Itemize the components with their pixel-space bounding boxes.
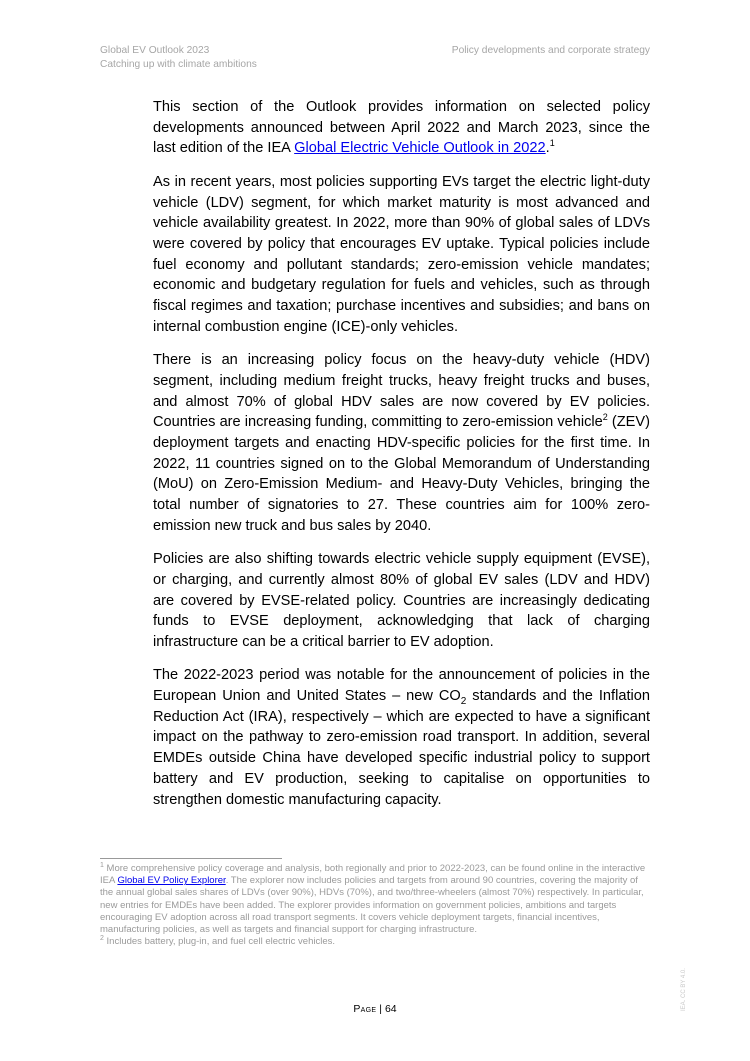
paragraph-4: Policies are also shifting towards electric vehicle supply equipment (EVSE), or charging, and currently almost 80% of global EV sales (LDV and HDV) are covered by EVSE-related policy. Countries are increasingly dedicating funds to EVSE deployment, acknowledging that lack of charging infrastructure can be a critical barrier to EV adoption. (153, 551, 650, 650)
footnote-1-number: 1 (100, 861, 104, 869)
license-mark: IEA. CC BY 4.0. (681, 968, 687, 1011)
paragraph-3-text: There is an increasing policy focus on the heavy-duty vehicle (HDV) segment, including medium freight trucks, heavy freight trucks and buses, and almost 70% of global HDV sales are now covered by EV policies. Countries are increasing funding, committing to zero-emission vehicle (153, 352, 650, 431)
paragraph-1 (153, 97, 650, 159)
footnote-ref-1[interactable]: 1 (549, 138, 555, 149)
paragraph-1-text: This section of the Outlook provides information on selected policy developments announced between April 2022 and March 2023, since the last edition of the IEA (153, 99, 650, 157)
running-header-left (100, 44, 257, 72)
report-title: Global EV Outlook 2023 (100, 45, 210, 56)
paragraph-2: As in recent years, most policies supporting EVs target the electric light-duty vehicle (LDV) segment, for which market maturity is most advanced and vehicle availability greatest. In 2022, more than 90% of global sales of LDVs were covered by policy that encourages EV uptake. Typical policies include fuel economy and pollutant standards; zero-emission vehicle mandates; economic and budgetary regulation for fuels and vehicles, such as through fiscal regimes and taxation; purchase incentives and subsidies; and bans on internal combustion engine (ICE)-only vehicles. (153, 173, 650, 335)
report-subtitle: Catching up with climate ambitions (100, 59, 257, 70)
footnote-1-text: More comprehensive policy coverage and analysis, both regionally and prior to 2022-2023, can be found online in the interactive IEA (100, 863, 646, 887)
page-label: Page (353, 1003, 377, 1015)
section-title: Policy developments and corporate strategy (451, 45, 650, 56)
paragraph-5-text: The 2022-2023 period was notable for the announcement of policies in the European Union and United States – new CO (153, 667, 650, 705)
footnote-1 (100, 863, 650, 936)
footnote-divider (100, 858, 282, 859)
paragraph-5-text-cont: standards and the Inflation Reduction Act (IRA), respectively – which are expected to have a significant impact on the pathway to zero-emission road transport. In addition, several EMDEs outside China have developed specific industrial policy to support battery and EV production, seeking to capitalise on opportunities to strengthen domestic manufacturing capacity. (153, 688, 650, 808)
footnote-2-text: Includes battery, plug-in, and fuel cell electric vehicles. (103, 936, 336, 948)
paragraph-5 (153, 665, 650, 810)
running-header-right (452, 44, 650, 58)
paragraph-3 (153, 350, 650, 536)
main-content (153, 97, 650, 823)
footnote-ref-2[interactable]: 2 (602, 412, 608, 423)
co2-subscript: 2 (460, 695, 467, 707)
paragraph-1-end: . (545, 140, 550, 157)
footnote-2-number: 2 (100, 935, 104, 943)
footnote-2 (100, 936, 650, 948)
footnotes (100, 863, 650, 948)
global-ev-outlook-2022-link[interactable]: Global Electric Vehicle Outlook in 2022 (294, 140, 546, 157)
page-number: 64 (384, 1003, 397, 1015)
page-separator: | (376, 1003, 385, 1015)
paragraph-3-text-cont: (ZEV) deployment targets and enacting HDV-specific policies for the first time. In 2022, 11 countries signed on to the Global Memorandum of Understanding (MoU) on Zero-Emission Medium- and Heavy-Duty Vehicles, bringing the total number of signatories to 27. These countries aim for 100% zero-emission new truck and bus sales by 2040. (153, 414, 650, 534)
global-ev-policy-explorer-link[interactable]: Global EV Policy Explorer (117, 875, 226, 887)
page-footer (0, 1003, 750, 1015)
footnote-1-text-cont: . The explorer now includes policies and targets from around 90 countries, covering the majority of the annual global sales shares of LDVs (over 90%), HDVs (70%), and two/three-wheelers (almost 70%) respectively. In particular, new entries for EMDEs have been added. The explorer provides information on government policies, ambitions and targets encouraging EV adoption across all road transport segments. It covers vehicle deployment targets, financial incentives, manufacturing policies, as well as targets and financial support for charging infrastructure. (100, 875, 644, 936)
